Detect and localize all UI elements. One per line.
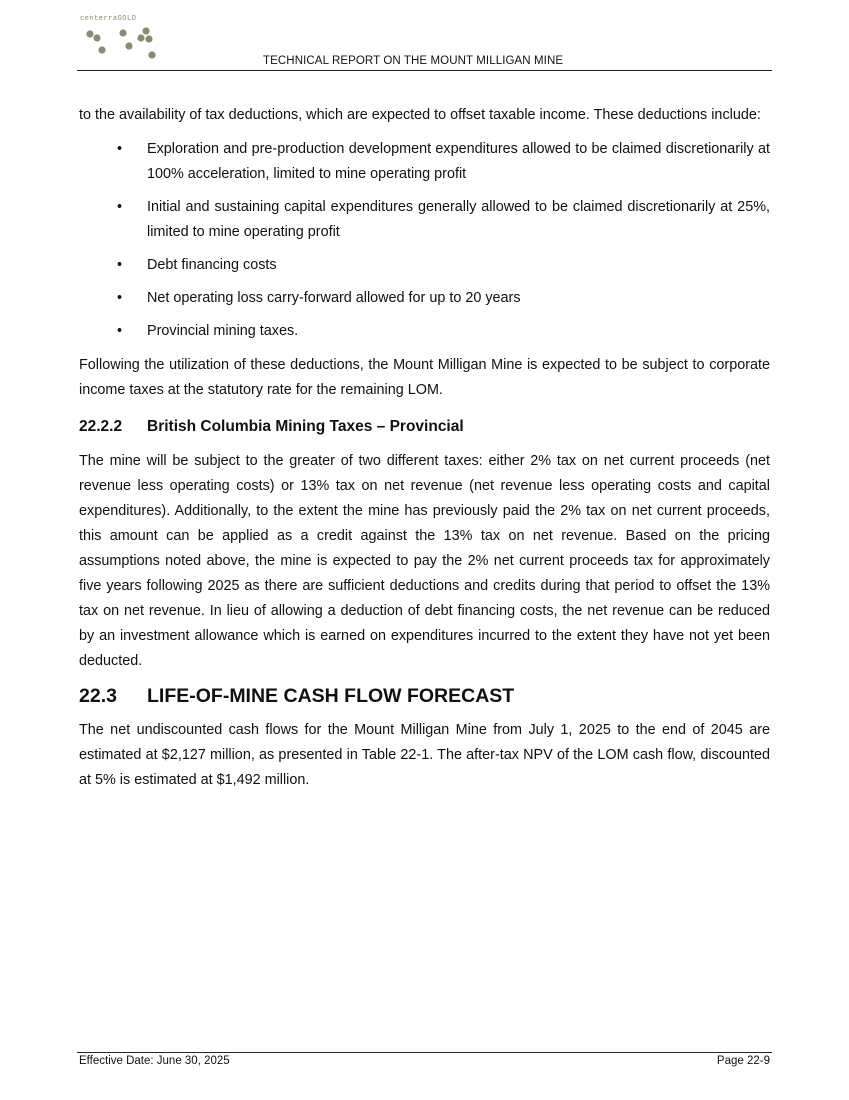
- section-title: LIFE-OF-MINE CASH FLOW FORECAST: [147, 685, 515, 707]
- intro-paragraph: to the availability of tax deductions, which are expected to offset taxable income. These deductions include:: [79, 107, 761, 123]
- logo-dots-icon: [80, 24, 170, 64]
- section-title: British Columbia Mining Taxes – Provincial: [147, 418, 464, 435]
- list-item: • Provincial mining taxes.: [117, 323, 299, 339]
- deductions-list: [79, 137, 770, 344]
- section-number: 22.2.2: [79, 418, 123, 435]
- body-content: [79, 103, 770, 802]
- effective-date: Effective Date: June 30, 2025: [79, 1055, 230, 1067]
- mining-taxes-paragraph: The mine will be subject to the greater of two different taxes: either 2% tax on net current proceeds (net revenue less operating costs) or 13% tax on net revenue (net revenue less operating costs and capital expenditures). Additionally, to the extent the mine has previously paid the 2% tax on net current proceeds, this amount can be applied as a credit against the 13% tax on net revenue. Based on the pricing assumptions noted above, the mine is expected to pay the 2% net current proceeds tax for approximately five years following 2025 as there are sufficient deductions and credits during that period to offset the 13% tax on net revenue. In lieu of allowing a deduction of debt financing costs, the net revenue can be reduced by an investment allowance which is earned on expenditures incurred to the extent they have not yet been deducted.: [79, 453, 770, 669]
- cash-flow-paragraph: The net undiscounted cash flows for the Mount Milligan Mine from July 1, 2025 to the end of 2045 are estimated at $2,127 million, as presented in Table 22-1. The after-tax NPV of the LOM cash flow, discounted at 5% is estimated at $1,492 million.: [79, 722, 770, 788]
- company-logo: [80, 15, 170, 63]
- footer-divider: [77, 1052, 772, 1053]
- list-item: • Debt financing costs: [117, 257, 277, 273]
- page-number: Page 22-9: [716, 1055, 770, 1067]
- following-paragraph: Following the utilization of these deductions, the Mount Milligan Mine is expected to be subject to corporate income taxes at the statutory rate for the remaining LOM.: [79, 357, 770, 398]
- logo-wordmark: centerraGOLD: [80, 15, 137, 23]
- section-heading-22-3: [79, 683, 770, 709]
- list-item: • Net operating loss carry-forward allowed for up to 20 years: [117, 290, 521, 306]
- section-heading-22-2-2: [79, 414, 770, 439]
- section-number: 22.3: [79, 685, 117, 707]
- list-item: • Exploration and pre-production development expenditures allowed to be claimed discretionarily at 100% acceleration, limited to mine operating profit: [117, 141, 770, 182]
- header-divider: [77, 70, 772, 71]
- header-title: TECHNICAL REPORT ON THE MOUNT MILLIGAN MINE: [263, 55, 564, 67]
- list-item: • Initial and sustaining capital expenditures generally allowed to be claimed discretionarily at 25%, limited to mine operating profit: [117, 199, 770, 240]
